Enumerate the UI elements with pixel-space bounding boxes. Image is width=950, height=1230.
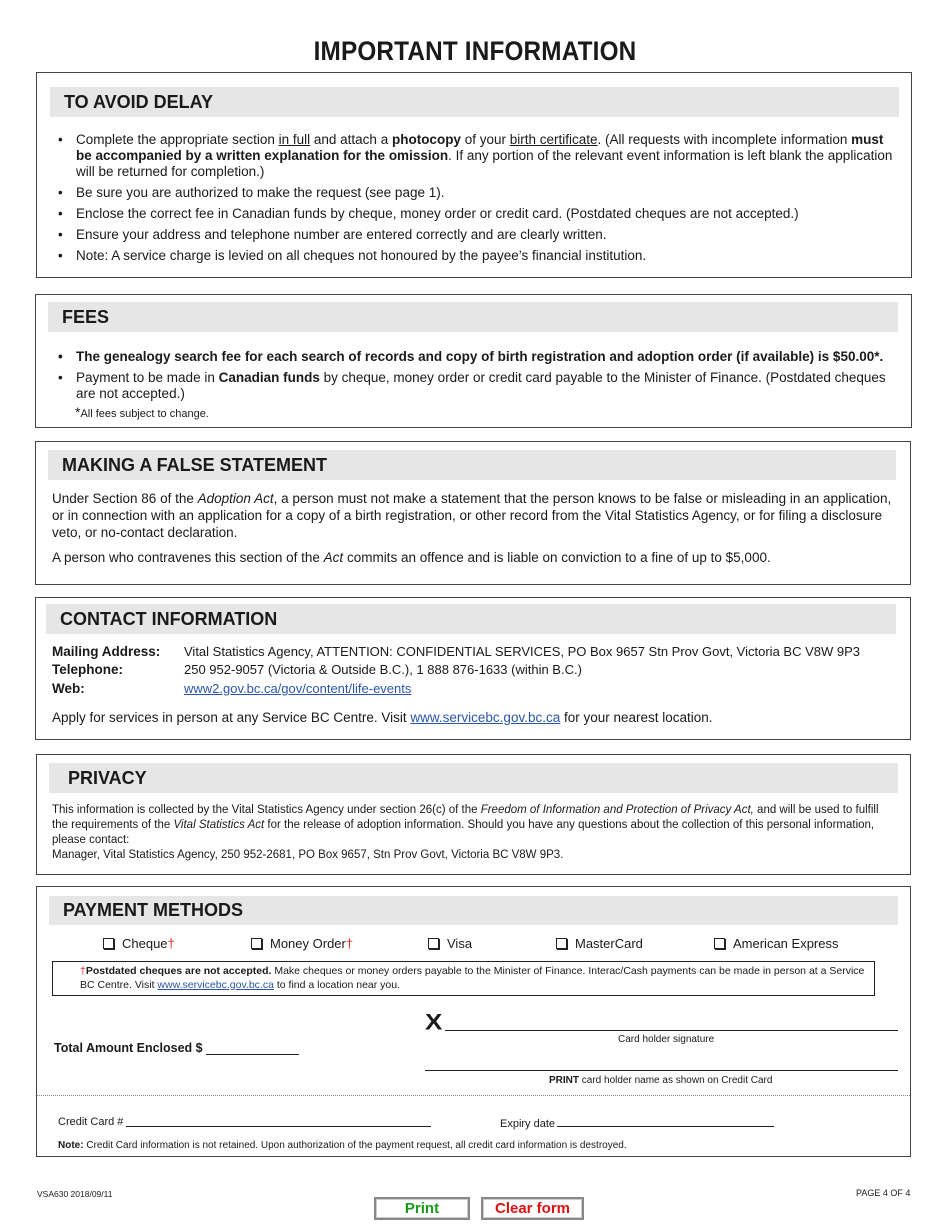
print-button[interactable]: Print [374,1197,470,1220]
list-item: • Be sure you are authorized to make the request (see page 1). [54,185,894,201]
fees-note: *All fees subject to change. [75,404,209,420]
checkbox[interactable] [556,938,567,949]
card-holder-name-label: PRINT card holder name as shown on Credit Card [549,1075,773,1086]
credit-card-note: Note: Credit Card information is not retained. Upon authorization of the payment request, all credit card information is destroyed. [58,1140,627,1151]
credit-card-field[interactable] [126,1112,431,1127]
expiry-date-field[interactable] [557,1112,774,1127]
checkbox[interactable] [103,938,114,949]
payment-option-money-order[interactable]: Money Order† [251,936,353,951]
payment-option-visa[interactable]: Visa [428,936,472,951]
avoid-delay-list [54,132,894,269]
telephone-label: Telephone: [52,662,124,677]
payment-option-cheque[interactable]: Cheque† [103,936,175,951]
payment-option-mastercard[interactable]: MasterCard [556,936,643,951]
contact-heading: CONTACT INFORMATION [46,604,896,634]
list-item: • Complete the appropriate section in full and attach a photocopy of your birth certificate. (All requests with incomplete information must be accompanied by a written explanation for the omission. If any portion of the relevant event information is left blank the application will be returned for completion.) [54,132,894,180]
web-link[interactable]: www2.gov.bc.ca/gov/content/life-events [184,681,412,696]
mailing-address-label: Mailing Address: [52,644,161,659]
mailing-address-value: Vital Statistics Agency, ATTENTION: CONFIDENTIAL SERVICES, PO Box 9657 Stn Prov Govt, Victoria BC V8W 9P3 [184,644,860,659]
total-amount-field[interactable] [206,1040,299,1055]
checkbox[interactable] [428,938,439,949]
list-item: • Payment to be made in Canadian funds by cheque, money order or credit card payable to the Minister of Finance. (Postdated cheques are not accepted.) [54,370,894,402]
privacy-paragraph: This information is collected by the Vital Statistics Agency under section 26(c) of the Freedom of Information and Protection of Privacy Act, and will be used to fulfill the requirements of the Vital Statistics Act for the release of adoption information. Should you have any questions about the collection of this personal information, please contact: Manager, Vital Statistics Agency, 250 952-2681, PO Box 9657, Stn Prov Govt, Victoria BC V8W 9P3. [52,804,879,861]
false-statement-paragraph-1: Under Section 86 of the Adoption Act, a person must not make a statement that the person knows to be false or misleading in an application, or in connection with an application for a copy of a birth registration, or other record from the Vital Statistics Agency, or for filing a disclosure veto, or no-contact declaration. [52,491,892,540]
checkbox[interactable] [251,938,262,949]
payment-heading: PAYMENT METHODS [49,896,898,925]
list-item: • Ensure your address and telephone number are entered correctly and are clearly written. [54,227,894,243]
signature-x-mark: X [425,1009,443,1035]
servicebc-link[interactable]: www.servicebc.gov.bc.ca [410,710,561,725]
list-item: • The genealogy search fee for each search of records and copy of birth registration and adoption order (if available) is $50.00*. [54,349,894,365]
card-holder-name-line[interactable] [425,1070,898,1071]
servicebc-link[interactable]: www.servicebc.gov.bc.ca [157,979,274,991]
expiry-date-label: Expiry date [500,1118,556,1130]
card-holder-signature-label: Card holder signature [618,1034,715,1045]
web-label: Web: [52,681,85,696]
credit-card-label: Credit Card # [58,1116,124,1128]
apply-in-person-text: Apply for services in person at any Service BC Centre. Visit www.servicebc.gov.bc.ca for your nearest location. [52,710,713,725]
list-item: • Enclose the correct fee in Canadian funds by cheque, money order or credit card. (Postdated cheques are not accepted.) [54,206,894,222]
checkbox[interactable] [714,938,725,949]
dotted-divider [37,1095,910,1096]
total-amount-label: Total Amount Enclosed $ [54,1041,203,1055]
form-id: VSA630 2018/09/11 [37,1189,113,1199]
clear-form-button[interactable]: Clear form [481,1197,584,1220]
false-statement-paragraph-2: A person who contravenes this section of the Act commits an offence and is liable on conviction to a fine of up to $5,000. [52,550,771,565]
page-number: PAGE 4 OF 4 [856,1188,911,1198]
false-statement-heading: MAKING A FALSE STATEMENT [48,450,896,480]
fees-heading: FEES [48,302,898,332]
telephone-value: 250 952-9057 (Victoria & Outside B.C.), 1 888 876-1633 (within B.C.) [184,662,582,677]
postdated-note: †Postdated cheques are not accepted. Make cheques or money orders payable to the Minister of Finance. Interac/Cash payments can be made in person at a Service BC Centre. Visit www.servicebc.gov.bc.ca to find a location near you. [80,965,865,991]
list-item: • Note: A service charge is levied on all cheques not honoured by the payee’s financial institution. [54,248,894,264]
privacy-heading: PRIVACY [49,763,898,793]
payment-option-amex[interactable]: American Express [714,936,838,951]
page-title: IMPORTANT INFORMATION [313,36,637,66]
fees-list [54,349,894,403]
avoid-delay-heading: TO AVOID DELAY [50,87,899,117]
